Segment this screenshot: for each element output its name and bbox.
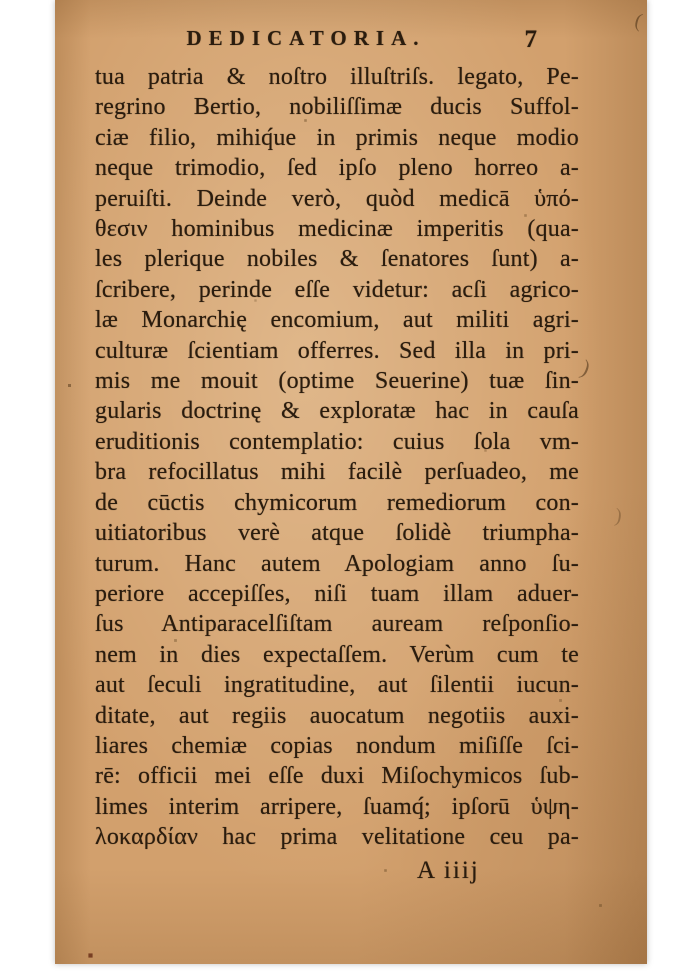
stray-ink-mark: ( (632, 9, 645, 33)
page-number: 7 (524, 26, 537, 53)
text-block (95, 62, 579, 853)
text-line: de cūctis chymicorum remediorum con- (95, 489, 579, 516)
text-line: les plerique nobiles & ſenatores ſunt) a- (95, 246, 579, 273)
text-line: nem in dies expectaſſem. Verùm cum te (95, 641, 579, 668)
book-page-paper (55, 0, 647, 964)
text-line: rē: officii mei eſſe duxi Miſochymicos ſub- (95, 763, 579, 790)
text-line: regrino Bertio, nobiliſſimæ ducis Suffol- (95, 94, 579, 121)
text-line: mis me mouit (optime Seuerine) tuæ ſin- (95, 368, 579, 395)
text-line: ciæ filio, mihiq́ue in primis neque modio (95, 124, 579, 151)
text-line: λοκαρδίαν hac prima velitatione ceu pa- (95, 824, 579, 851)
text-line: ditate, aut regiis auocatum negotiis auxi- (95, 702, 579, 729)
text-line: periore accepiſſes, niſi tuam illam aduer- (95, 580, 579, 607)
text-line: ſus Antiparacelſiſtam auream reſponſio- (95, 611, 579, 638)
text-line: ſcribere, perinde eſſe videtur: acſi agrico- (95, 276, 579, 303)
text-line: bra refocillatus mihi facilè perſuadeo, me (95, 459, 579, 486)
running-header (95, 26, 579, 60)
text-line: uitiatoribus verè atque ſolidè triumpha- (95, 520, 579, 547)
text-line: læ Monarchię encomium, aut militi agri- (95, 307, 579, 334)
text-line: turum. Hanc autem Apologiam anno ſu- (95, 550, 579, 577)
text-line: eruditionis contemplatio: cuius ſola vm- (95, 428, 579, 455)
text-line: tua patria & noſtro illuſtriſs. legato, Pe- (95, 64, 579, 90)
text-line: culturæ ſcientiam offerres. Sed illa in pri- (95, 337, 579, 364)
text-line: liares chemiæ copias nondum miſiſſe ſci- (95, 732, 579, 759)
stray-ink-mark: ) (577, 354, 594, 381)
text-line: limes interim arripere, ſuamq́; ipſorū ὑψη- (95, 793, 579, 820)
paper-speckles (55, 0, 56, 1)
text-line: neque trimodio, ſed ipſo pleno horreo a- (95, 155, 579, 182)
text-line: θεσιν hominibus medicinæ imperitis (qua- (95, 216, 579, 243)
text-line: aut ſeculi ingratitudine, aut ſilentii iucun- (95, 672, 579, 699)
signature-mark: A iiij (417, 856, 480, 884)
header-title: DEDICATORIA. (186, 26, 426, 50)
page-content (95, 0, 579, 885)
text-line: gularis doctrinę & exploratæ hac in cauſa (95, 398, 579, 425)
text-line: peruiſti. Deinde verò, quòd medicā ὑπό- (95, 185, 579, 212)
stray-ink-mark: ) (613, 504, 624, 528)
